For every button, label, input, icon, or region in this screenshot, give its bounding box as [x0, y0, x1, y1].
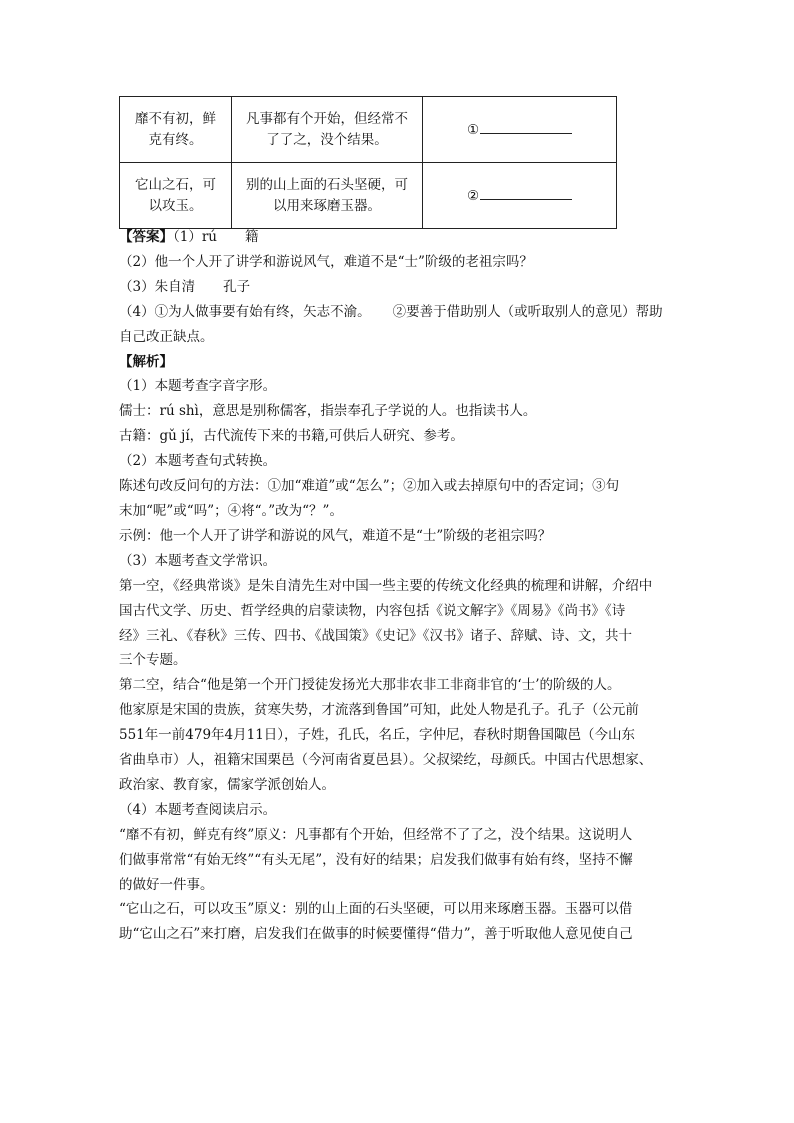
idiom-cell	[120, 97, 232, 163]
analysis-line: 省曲阜市）人，祖籍宋国栗邑（今河南省夏邑县）。父叔梁纥，母颜氏。中国古代思想家、	[119, 752, 653, 769]
meaning-cell	[232, 163, 423, 229]
analysis-line: “它山之石，可以攻玉”原义：别的山上面的石头坚硬，可以用来琢磨玉器。玉器可以借	[119, 901, 633, 918]
idiom-line: 靡不有初，鲜	[135, 110, 216, 127]
analysis-label: 【解析】	[119, 353, 173, 370]
analysis-line: “靡不有初，鲜克有终”原义：凡事都有个开始，但经常不了了之，没个结果。这说明人	[119, 826, 633, 843]
blank-label: ②	[466, 187, 480, 204]
blank-line	[480, 185, 572, 200]
blank-line	[480, 119, 572, 134]
answer-blank-cell	[423, 163, 617, 229]
idiom-line: 以攻玉。	[148, 197, 203, 214]
idiom-line: 克有终。	[148, 131, 203, 148]
analysis-line: （3）本题考查文学常识。	[119, 552, 277, 569]
answer-blank-cell	[423, 97, 617, 163]
meaning-line: 以用来琢磨玉器。	[273, 197, 381, 214]
meaning-cell	[232, 97, 423, 163]
analysis-line: 古籍：gǔ jí，古代流传下来的书籍,可供后人研究、参考。	[119, 428, 464, 445]
answer-analysis-section	[119, 225, 679, 947]
meaning-line: 了了之，没个结果。	[266, 131, 388, 148]
analysis-line: （4）本题考查阅读启示。	[119, 801, 277, 818]
analysis-line: 三个专题。	[119, 652, 187, 669]
answer-q3: （3）朱自清 孔子	[119, 278, 251, 295]
analysis-line: （2）本题考查句式转换。	[119, 453, 277, 470]
analysis-line: 示例：他一个人开了讲学和游说的风气，难道不是“士”阶级的老祖宗吗？	[119, 527, 552, 544]
table-row	[120, 163, 617, 229]
idiom-table	[119, 96, 617, 229]
analysis-line: 经》三礼、《春秋》三传、四书、《战国策》《史记》《汉书》诸子、辞赋、诗、文，共十	[119, 627, 632, 644]
idiom-cell	[120, 163, 232, 229]
analysis-line: 陈述句改反问句的方法：①加“难道”或“怎么”；②加入或去掉原句中的否定词；③句	[119, 478, 620, 495]
answer-q2: （2）他一个人开了讲学和游说风气，难道不是“士”阶级的老祖宗吗？	[119, 253, 533, 270]
meaning-line: 凡事都有个开始，但经常不	[246, 110, 408, 127]
analysis-line: 助“它山之石”来打磨，启发我们在做事的时候要懂得“借力”，善于听取他人意见使自己	[119, 926, 633, 943]
answer-q1: 【答案】（1）rú 籍	[119, 229, 259, 245]
analysis-line: 的做好一件事。	[119, 876, 214, 893]
blank-label: ①	[466, 121, 480, 138]
answer-q4-cont: 自己改正缺点。	[119, 328, 214, 345]
analysis-line: 末加“呢”或“吗”；④将“。”改为“？”。	[119, 502, 343, 519]
analysis-line: 儒士：rú shì，意思是别称儒客，指崇奉孔子学说的人。也指读书人。	[119, 403, 537, 420]
meaning-line: 别的山上面的石头坚硬，可	[246, 176, 408, 193]
analysis-line: 国古代文学、历史、哲学经典的启蒙读物，内容包括《说文解字》《周易》《尚书》《诗	[119, 602, 626, 619]
analysis-line: 第二空，结合“他是第一个开门授徒发扬光大那非农非工非商非官的‘士’的阶级的人。	[119, 677, 621, 694]
analysis-line: 他家原是宋国的贵族，贫寒失势，才流落到鲁国”可知，此处人物是孔子。孔子（公元前	[119, 702, 639, 719]
analysis-line: （1）本题考查字音字形。	[119, 378, 277, 395]
analysis-line: 第一空，《经典常谈》是朱自清先生对中国一些主要的传统文化经典的梳理和讲解，介绍中	[119, 577, 653, 594]
analysis-line: 551年一前479年4月11日），子姓，孔氏，名丘，字仲尼，春秋时期鲁国陬邑（今山东	[119, 727, 636, 744]
table-row	[120, 97, 617, 163]
idiom-line: 它山之石，可	[135, 176, 216, 193]
answer-label: 【答案】	[119, 229, 173, 245]
analysis-line: 政治家、教育家，儒家学派创始人。	[119, 776, 335, 793]
answer-q4: （4）①为人做事要有始有终，矢志不渝。 ②要善于借助别人（或听取别人的意见）帮助	[119, 303, 663, 320]
analysis-line: 们做事常常“有始无终”“有头无尾”，没有好的结果；启发我们做事有始有终，坚持不懈	[119, 851, 633, 868]
